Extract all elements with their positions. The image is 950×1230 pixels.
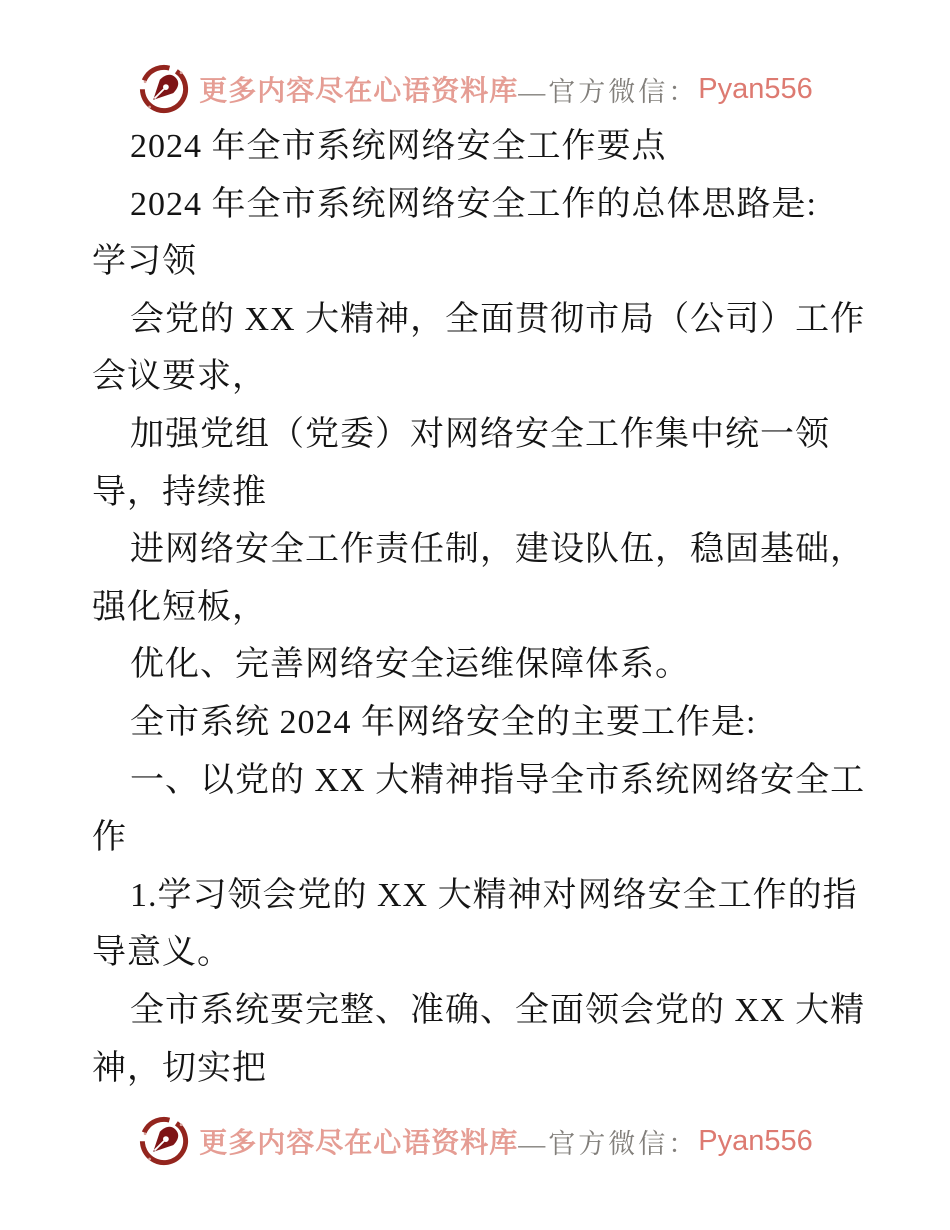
text-line: 神，切实把 <box>92 1049 267 1087</box>
text-line: 会党的 XX 大精神，全面贯彻市局（公司）工作 <box>130 300 866 338</box>
text-line: 2024 年全市系统网络安全工作的总体思路是: <box>130 185 817 223</box>
watermark-footer <box>0 1112 950 1170</box>
watermark-brand-text: 更多内容尽在心语资料库 <box>199 76 519 107</box>
text-line: 1.学习领会党的 XX 大精神对网络安全工作的指 <box>130 876 858 914</box>
watermark-wechat-id: Pyan556 <box>698 1124 813 1157</box>
text-line: 优化、完善网络安全运维保障体系。 <box>130 646 690 684</box>
text-line: 加强党组（党委）对网络安全工作集中统一领 <box>130 415 830 453</box>
text-line: 一、以党的 XX 大精神指导全市系统网络安全工 <box>130 761 866 799</box>
watermark-channel-text: —官方微信： <box>518 1128 699 1159</box>
text-line: 进网络安全工作责任制，建设队伍，稳固基础， <box>130 531 865 569</box>
text-line: 作 <box>92 819 127 857</box>
watermark-wechat-id: Pyan556 <box>698 72 813 105</box>
text-line: 强化短板， <box>92 588 267 626</box>
text-line: 学习领 <box>92 243 197 281</box>
text-line: 会议要求， <box>92 358 267 396</box>
text-line: 2024 年全市系统网络安全工作要点 <box>130 128 667 165</box>
watermark-header <box>0 60 950 118</box>
pen-nib-swirl-icon <box>137 1113 191 1169</box>
pen-nib-swirl-icon <box>137 61 191 117</box>
text-line: 导，持续推 <box>92 473 267 511</box>
text-line: 导意义。 <box>92 934 232 972</box>
watermark-brand-text: 更多内容尽在心语资料库 <box>199 1128 519 1159</box>
document-text-block <box>92 118 866 1097</box>
watermark-channel-text: —官方微信： <box>518 76 699 107</box>
text-line: 全市系统 2024 年网络安全的主要工作是: <box>130 703 757 741</box>
text-line: 全市系统要完整、准确、全面领会党的 XX 大精 <box>130 991 866 1029</box>
